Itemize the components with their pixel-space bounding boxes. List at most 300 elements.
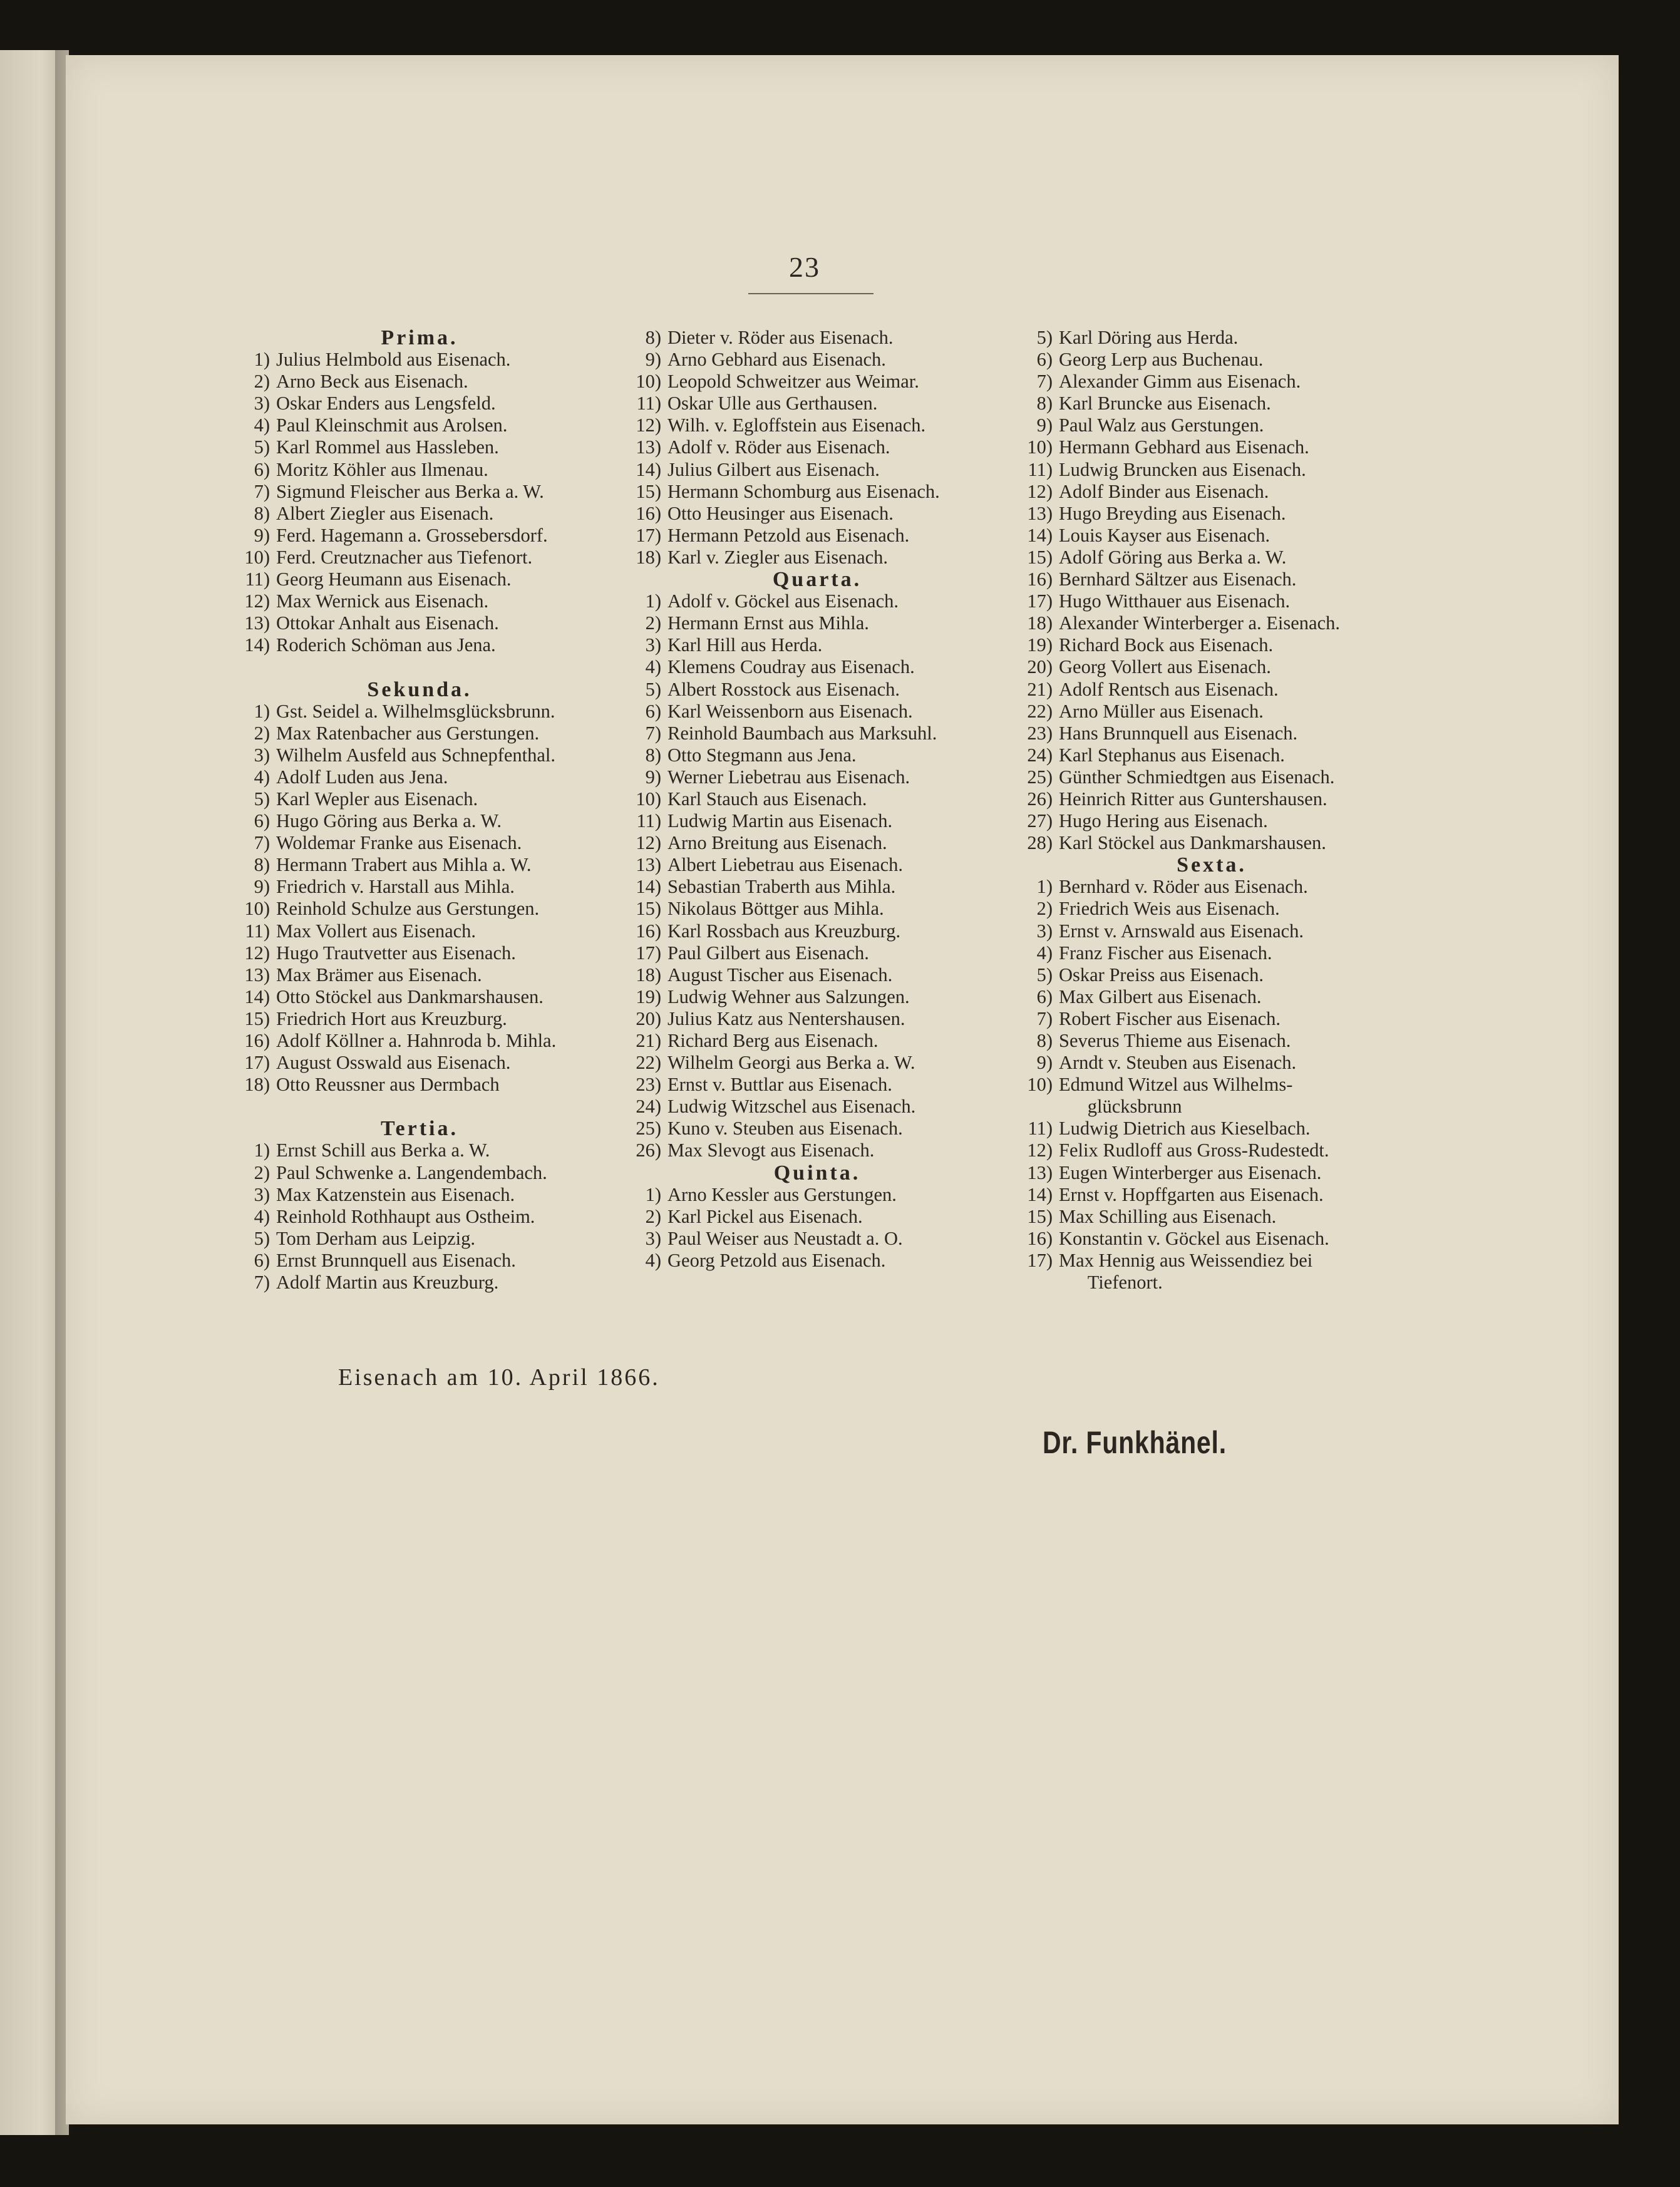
list-item — [1018, 1118, 1406, 1140]
entry-number: 16) — [636, 920, 661, 942]
list-item — [626, 832, 1008, 854]
entry-number: 7) — [254, 832, 270, 854]
entry-number: 14) — [636, 876, 661, 898]
entry-name: Adolf Rentsch aus Eisenach. — [1059, 678, 1279, 700]
entry-name: Alexander Winterberger a. Eisenach. — [1059, 612, 1341, 634]
list-item — [235, 701, 604, 723]
entry-number: 2) — [254, 1161, 270, 1183]
entry-number: 2) — [645, 612, 661, 634]
list-item — [1018, 964, 1406, 986]
entry-number: 18) — [244, 1074, 270, 1096]
entry-number: 22) — [1027, 700, 1053, 722]
entry-name: Arndt v. Steuben aus Eisenach. — [1059, 1052, 1297, 1074]
entry-number: 14) — [244, 634, 270, 656]
list-item — [1018, 1008, 1406, 1030]
entry-name: Ernst Schill aus Berka a. W. — [276, 1140, 490, 1161]
entry-name: Klemens Coudray aus Eisenach. — [667, 656, 915, 678]
list-item — [235, 964, 604, 986]
entry-name: Friedrich v. Harstall aus Mihla. — [276, 876, 515, 898]
list-item — [1018, 393, 1406, 414]
list-item — [1018, 679, 1406, 701]
entry-number: 10) — [1027, 436, 1053, 458]
entry-name: Arno Gebhard aus Eisenach. — [667, 349, 886, 371]
entry-name: Louis Kayser aus Eisenach. — [1059, 524, 1270, 546]
entry-number: 18) — [636, 964, 661, 985]
entry-name: Ernst Brunnquell aus Eisenach. — [276, 1249, 516, 1271]
list-item — [1018, 723, 1406, 744]
entry-name: Bernhard v. Röder aus Eisenach. — [1059, 876, 1308, 898]
list-item — [1018, 1184, 1406, 1206]
list-item — [626, 414, 1008, 436]
entry-number: 11) — [245, 569, 270, 590]
entry-number: 1) — [254, 700, 270, 722]
entry-name: Karl Weissenborn aus Eisenach. — [667, 700, 913, 722]
entry-number: 14) — [1027, 524, 1053, 546]
list-item — [1018, 832, 1406, 854]
entry-name: Günther Schmiedtgen aus Eisenach. — [1059, 766, 1335, 788]
list-item — [626, 942, 1008, 964]
entry-name: Max Wernick aus Eisenach. — [276, 590, 489, 612]
list-item — [1018, 327, 1406, 349]
entry-number: 2) — [1036, 898, 1053, 920]
entry-number: 9) — [1036, 1052, 1053, 1074]
entry-name: Gst. Seidel a. Wilhelmsglücksbrunn. — [276, 700, 555, 722]
entry-number: 16) — [1027, 569, 1053, 590]
list-item — [626, 766, 1008, 788]
entry-number: 7) — [254, 1272, 270, 1294]
entry-number: 16) — [636, 502, 661, 524]
list-item — [626, 590, 1008, 612]
entry-name: Julius Gilbert aus Eisenach. — [667, 458, 880, 480]
entry-name: Otto Stegmann aus Jena. — [667, 744, 857, 766]
entry-name: Tom Derham aus Leipzig. — [276, 1227, 476, 1249]
entry-name: Albert Rosstock aus Eisenach. — [667, 678, 900, 700]
entry-name: Hermann Gebhard aus Eisenach. — [1059, 436, 1309, 458]
entry-number: 28) — [1027, 832, 1053, 854]
entry-number: 8) — [1036, 393, 1053, 414]
list-item — [235, 436, 604, 458]
place-date: Eisenach am 10. April 1866. — [338, 1364, 660, 1391]
entry-number: 4) — [1036, 942, 1053, 964]
entry-name: Julius Helmbold aus Eisenach. — [276, 349, 511, 371]
list-item — [626, 1096, 1008, 1118]
entry-name: Max Gilbert aus Eisenach. — [1059, 985, 1262, 1007]
entry-number: 13) — [244, 964, 270, 985]
list-item — [626, 459, 1008, 481]
list-item — [235, 1074, 604, 1096]
entry-number: 10) — [1027, 1074, 1053, 1096]
entry-number: 3) — [645, 634, 661, 656]
entry-number: 9) — [1036, 414, 1053, 436]
list-item — [235, 1008, 604, 1030]
list-item — [1018, 876, 1406, 898]
entry-number: 11) — [1028, 1118, 1053, 1140]
list-item — [1018, 1162, 1406, 1184]
entry-name: Hermann Ernst aus Mihla. — [667, 612, 869, 634]
entry-number: 22) — [636, 1052, 661, 1074]
entry-number: 2) — [254, 722, 270, 744]
entry-number: 6) — [254, 1249, 270, 1271]
list-item — [626, 1140, 1008, 1161]
entry-number: 13) — [636, 436, 661, 458]
list-item — [235, 547, 604, 569]
list-item — [1018, 371, 1406, 393]
section-heading-quinta: Quinta. — [773, 1161, 861, 1185]
entry-number: 12) — [636, 832, 661, 854]
entry-number: 6) — [254, 458, 270, 480]
page-number-rule — [748, 293, 873, 294]
list-item — [626, 964, 1008, 986]
list-item — [235, 349, 604, 371]
entry-name: Paul Walz aus Gerstungen. — [1059, 414, 1264, 436]
list-item — [235, 788, 604, 810]
entry-name: Karl Wepler aus Eisenach. — [276, 788, 478, 810]
entry-name: Georg Lerp aus Buchenau. — [1059, 349, 1264, 371]
entry-number: 12) — [244, 590, 270, 612]
list-item — [1018, 590, 1406, 612]
entry-number: 9) — [645, 349, 661, 371]
entry-name: Paul Weiser aus Neustadt a. O. — [667, 1227, 903, 1249]
entry-name: Hermann Schomburg aus Eisenach. — [667, 480, 940, 502]
list-item — [235, 986, 604, 1008]
entry-number: 24) — [1027, 744, 1053, 766]
entry-number: 15) — [636, 898, 661, 920]
entry-number: 12) — [1027, 480, 1053, 502]
entry-name: Nikolaus Böttger aus Mihla. — [667, 898, 884, 920]
entry-name: Karl Rommel aus Hassleben. — [276, 436, 499, 458]
entry-number: 19) — [636, 985, 661, 1007]
list-item — [1018, 1228, 1406, 1250]
signature: Dr. Funkhänel. — [1043, 1425, 1227, 1460]
entry-name: Arno Müller aus Eisenach. — [1059, 700, 1264, 722]
entry-name: Reinhold Baumbach aus Marksuhl. — [667, 722, 937, 744]
list-item — [626, 986, 1008, 1008]
entry-name: Hermann Trabert aus Mihla a. W. — [276, 854, 532, 876]
list-item — [626, 1052, 1008, 1074]
entry-name: Richard Berg aus Eisenach. — [667, 1030, 879, 1051]
list-item — [626, 1118, 1008, 1140]
entry-number: 17) — [244, 1052, 270, 1074]
entry-name: Adolf Göring aus Berka a. W. — [1059, 546, 1287, 568]
entry-name: Ferd. Creutznacher aus Tiefenort. — [276, 546, 533, 568]
list-item — [235, 393, 604, 414]
list-item — [626, 612, 1008, 634]
entry-number: 15) — [1027, 546, 1053, 568]
entry-number: 20) — [636, 1007, 661, 1029]
entry-name: Wilh. v. Egloffstein aus Eisenach. — [667, 414, 926, 436]
entry-name: Dieter v. Röder aus Eisenach. — [667, 327, 894, 348]
entry-name: Max Hennig aus Weissendiez bei Tiefenort. — [1059, 1249, 1313, 1294]
entry-number: 2) — [254, 371, 270, 393]
entry-number: 4) — [254, 414, 270, 436]
list-item — [626, 656, 1008, 678]
list-item — [626, 371, 1008, 393]
entry-number: 8) — [645, 744, 661, 766]
entry-name: Leopold Schweitzer aus Weimar. — [667, 371, 919, 393]
entry-name: Otto Reussner aus Dermbach — [276, 1074, 500, 1096]
entry-name: Karl Hill aus Herda. — [667, 634, 823, 656]
entry-name: Oskar Preiss aus Eisenach. — [1059, 964, 1264, 985]
column-3 — [1018, 327, 1406, 1294]
list-item — [626, 744, 1008, 766]
entry-name: Severus Thieme aus Eisenach. — [1059, 1030, 1291, 1051]
entry-number: 24) — [636, 1096, 661, 1118]
entry-name: Georg Petzold aus Eisenach. — [667, 1249, 886, 1271]
list-item — [626, 1030, 1008, 1052]
entry-name: Ludwig Wehner aus Salzungen. — [667, 985, 910, 1007]
entry-name: Max Brämer aus Eisenach. — [276, 964, 482, 985]
list-sekunda — [235, 701, 604, 1096]
entry-number: 5) — [1036, 327, 1053, 348]
list-item — [235, 832, 604, 854]
entry-name: Adolf v. Röder aus Eisenach. — [667, 436, 890, 458]
entry-name: Max Schilling aus Eisenach. — [1059, 1205, 1277, 1227]
entry-number: 15) — [636, 480, 661, 502]
entry-number: 17) — [1027, 590, 1053, 612]
entry-number: 15) — [244, 1007, 270, 1029]
entry-number: 15) — [1027, 1205, 1053, 1227]
list-item — [1018, 525, 1406, 547]
entry-number: 11) — [636, 810, 661, 832]
entry-number: 1) — [254, 1140, 270, 1161]
list-item — [1018, 1140, 1406, 1161]
entry-number: 6) — [254, 810, 270, 832]
entry-name: Arno Beck aus Eisenach. — [276, 371, 468, 393]
list-item — [235, 810, 604, 832]
entry-name: Adolf Köllner a. Hahnroda b. Mihla. — [276, 1030, 557, 1051]
entry-name: Karl Rossbach aus Kreuzburg. — [667, 920, 901, 942]
entry-number: 23) — [636, 1074, 661, 1096]
entry-number: 5) — [254, 1227, 270, 1249]
entry-number: 5) — [645, 678, 661, 700]
entry-name: Max Slevogt aus Eisenach. — [667, 1140, 875, 1161]
list-item — [235, 481, 604, 503]
entry-number: 3) — [254, 744, 270, 766]
list-item — [235, 634, 604, 656]
entry-name: Ottokar Anhalt aus Eisenach. — [276, 612, 499, 634]
list-item — [235, 525, 604, 547]
list-item — [626, 723, 1008, 744]
entry-number: 17) — [636, 942, 661, 964]
entry-name: Felix Rudloff aus Gross-Rudestedt. — [1059, 1140, 1329, 1161]
entry-name: Adolf Martin aus Kreuzburg. — [276, 1272, 499, 1294]
list-item — [235, 371, 604, 393]
entry-number: 4) — [254, 1205, 270, 1227]
entry-number: 10) — [636, 788, 661, 810]
list-item — [1018, 436, 1406, 458]
entry-number: 9) — [254, 876, 270, 898]
column-2 — [626, 327, 1008, 1272]
entry-name: Hugo Witthauer aus Eisenach. — [1059, 590, 1291, 612]
list-item — [235, 414, 604, 436]
list-item — [626, 876, 1008, 898]
list-item — [626, 1184, 1008, 1206]
entry-name: Werner Liebetrau aus Eisenach. — [667, 766, 910, 788]
entry-number: 11) — [1028, 458, 1053, 480]
list-item — [1018, 569, 1406, 590]
entry-name: Reinhold Schulze aus Gerstungen. — [276, 898, 540, 920]
entry-name: Ernst v. Arnswald aus Eisenach. — [1059, 920, 1304, 942]
list-item — [1018, 414, 1406, 436]
list-item — [235, 1140, 604, 1161]
list-item — [235, 569, 604, 590]
entry-number: 1) — [254, 349, 270, 371]
entry-name: Albert Liebetrau aus Eisenach. — [667, 854, 904, 876]
list-item — [235, 744, 604, 766]
list-item — [626, 1206, 1008, 1228]
list-item — [235, 459, 604, 481]
list-item — [626, 634, 1008, 656]
list-item — [235, 920, 604, 942]
entry-number: 16) — [244, 1030, 270, 1051]
entry-name: Sebastian Traberth aus Mihla. — [667, 876, 896, 898]
list-item — [1018, 349, 1406, 371]
list-item — [235, 723, 604, 744]
list-item — [626, 920, 1008, 942]
entry-number: 14) — [244, 985, 270, 1007]
entry-number: 10) — [636, 371, 661, 393]
entry-number: 11) — [245, 920, 270, 942]
entry-name: Ernst v. Buttlar aus Eisenach. — [667, 1074, 892, 1096]
entry-number: 9) — [254, 524, 270, 546]
entry-number: 6) — [1036, 985, 1053, 1007]
list-tertia-part1 — [235, 1140, 604, 1294]
entry-name: Paul Kleinschmit aus Arolsen. — [276, 414, 508, 436]
list-quarta — [626, 590, 1008, 1161]
entry-name: Albert Ziegler aus Eisenach. — [276, 502, 494, 524]
entry-number: 1) — [1036, 876, 1053, 898]
entry-number: 6) — [645, 700, 661, 722]
entry-name: Alexander Gimm aus Eisenach. — [1059, 371, 1301, 393]
page-number: 23 — [789, 251, 820, 283]
entry-name: Wilhelm Georgi aus Berka a. W. — [667, 1052, 915, 1074]
entry-name: Karl Stauch aus Eisenach. — [667, 788, 867, 810]
list-item — [626, 1008, 1008, 1030]
entry-number: 25) — [636, 1118, 661, 1140]
list-item — [626, 547, 1008, 569]
list-item — [626, 327, 1008, 349]
entry-name: Eugen Winterberger aus Eisenach. — [1059, 1161, 1322, 1183]
entry-number: 7) — [1036, 1007, 1053, 1029]
list-item — [1018, 1030, 1406, 1052]
entry-number: 21) — [636, 1030, 661, 1051]
list-item — [1018, 766, 1406, 788]
entry-name: Kuno v. Steuben aus Eisenach. — [667, 1118, 903, 1140]
section-heading-sexta: Sexta. — [1177, 853, 1247, 877]
entry-number: 5) — [1036, 964, 1053, 985]
list-item — [235, 898, 604, 920]
entry-name: Adolf Luden aus Jena. — [276, 766, 448, 788]
list-item — [1018, 1206, 1406, 1228]
list-item — [626, 1074, 1008, 1096]
entry-name: Moritz Köhler aus Ilmenau. — [276, 458, 488, 480]
list-item — [626, 1228, 1008, 1250]
list-item — [626, 481, 1008, 503]
list-item — [235, 854, 604, 876]
section-heading-prima: Prima. — [381, 326, 458, 349]
entry-name: Edmund Witzel aus Wilhelms- glücksbrunn — [1059, 1074, 1293, 1118]
entry-number: 19) — [1027, 634, 1053, 656]
entry-name: Hugo Breyding aus Eisenach. — [1059, 502, 1286, 524]
entry-name: Paul Schwenke a. Langendembach. — [276, 1161, 547, 1183]
entry-number: 14) — [636, 458, 661, 480]
entry-name: Julius Katz aus Nentershausen. — [667, 1007, 905, 1029]
entry-name: Oskar Ulle aus Gerthausen. — [667, 393, 878, 414]
entry-number: 3) — [254, 1183, 270, 1205]
list-item — [1018, 634, 1406, 656]
entry-number: 1) — [645, 590, 661, 612]
list-item — [626, 1250, 1008, 1272]
entry-name: Ferd. Hagemann a. Grossebersdorf. — [276, 524, 548, 546]
entry-name: Ludwig Witzschel aus Eisenach. — [667, 1096, 916, 1118]
column-1 — [235, 327, 604, 1294]
list-item — [626, 679, 1008, 701]
entry-number: 25) — [1027, 766, 1053, 788]
entry-number: 21) — [1027, 678, 1053, 700]
section-heading-quarta: Quarta. — [772, 568, 862, 592]
list-item — [1018, 701, 1406, 723]
entry-name: Bernhard Sältzer aus Eisenach. — [1059, 569, 1297, 590]
list-item — [235, 1030, 604, 1052]
list-item — [626, 854, 1008, 876]
entry-number: 8) — [1036, 1030, 1053, 1051]
entry-number: 20) — [1027, 656, 1053, 678]
entry-name: Sigmund Fleischer aus Berka a. W. — [276, 480, 544, 502]
list-item — [1018, 1052, 1406, 1074]
entry-number: 10) — [244, 546, 270, 568]
entry-number: 26) — [636, 1140, 661, 1161]
list-item — [1018, 788, 1406, 810]
entry-number: 7) — [254, 480, 270, 502]
entry-name: Max Katzenstein aus Eisenach. — [276, 1183, 515, 1205]
list-item — [626, 503, 1008, 525]
entry-name: Georg Vollert aus Eisenach. — [1059, 656, 1271, 678]
entry-name: Hermann Petzold aus Eisenach. — [667, 524, 910, 546]
entry-name: Ernst v. Hopffgarten aus Eisenach. — [1059, 1183, 1324, 1205]
list-sexta — [1018, 876, 1406, 1294]
entry-name: August Osswald aus Eisenach. — [276, 1052, 511, 1074]
entry-number: 12) — [244, 942, 270, 964]
list-item — [1018, 1250, 1406, 1294]
list-item — [626, 898, 1008, 920]
list-item — [1018, 459, 1406, 481]
entry-number: 18) — [1027, 612, 1053, 634]
entry-name: Hans Brunnquell aus Eisenach. — [1059, 722, 1298, 744]
section-heading-tertia: Tertia. — [380, 1117, 458, 1141]
entry-number: 13) — [1027, 502, 1053, 524]
entry-name: Karl Pickel aus Eisenach. — [667, 1205, 863, 1227]
entry-number: 5) — [254, 436, 270, 458]
entry-number: 4) — [645, 656, 661, 678]
entry-name: Arno Breitung aus Eisenach. — [667, 832, 887, 854]
entry-name: Karl Stöckel aus Dankmarshausen. — [1059, 832, 1326, 854]
list-item — [1018, 481, 1406, 503]
entry-number: 27) — [1027, 810, 1053, 832]
list-quinta-part2 — [1018, 327, 1406, 854]
entry-number: 6) — [1036, 349, 1053, 371]
list-item — [235, 1228, 604, 1250]
list-item — [235, 1206, 604, 1228]
entry-name: Hugo Hering aus Eisenach. — [1059, 810, 1268, 832]
entry-number: 11) — [636, 393, 661, 414]
entry-name: Paul Gilbert aus Eisenach. — [667, 942, 869, 964]
entry-number: 3) — [645, 1227, 661, 1249]
entry-number: 23) — [1027, 722, 1053, 744]
entry-number: 8) — [254, 854, 270, 876]
list-item — [1018, 920, 1406, 942]
list-item — [235, 503, 604, 525]
entry-number: 3) — [1036, 920, 1053, 942]
